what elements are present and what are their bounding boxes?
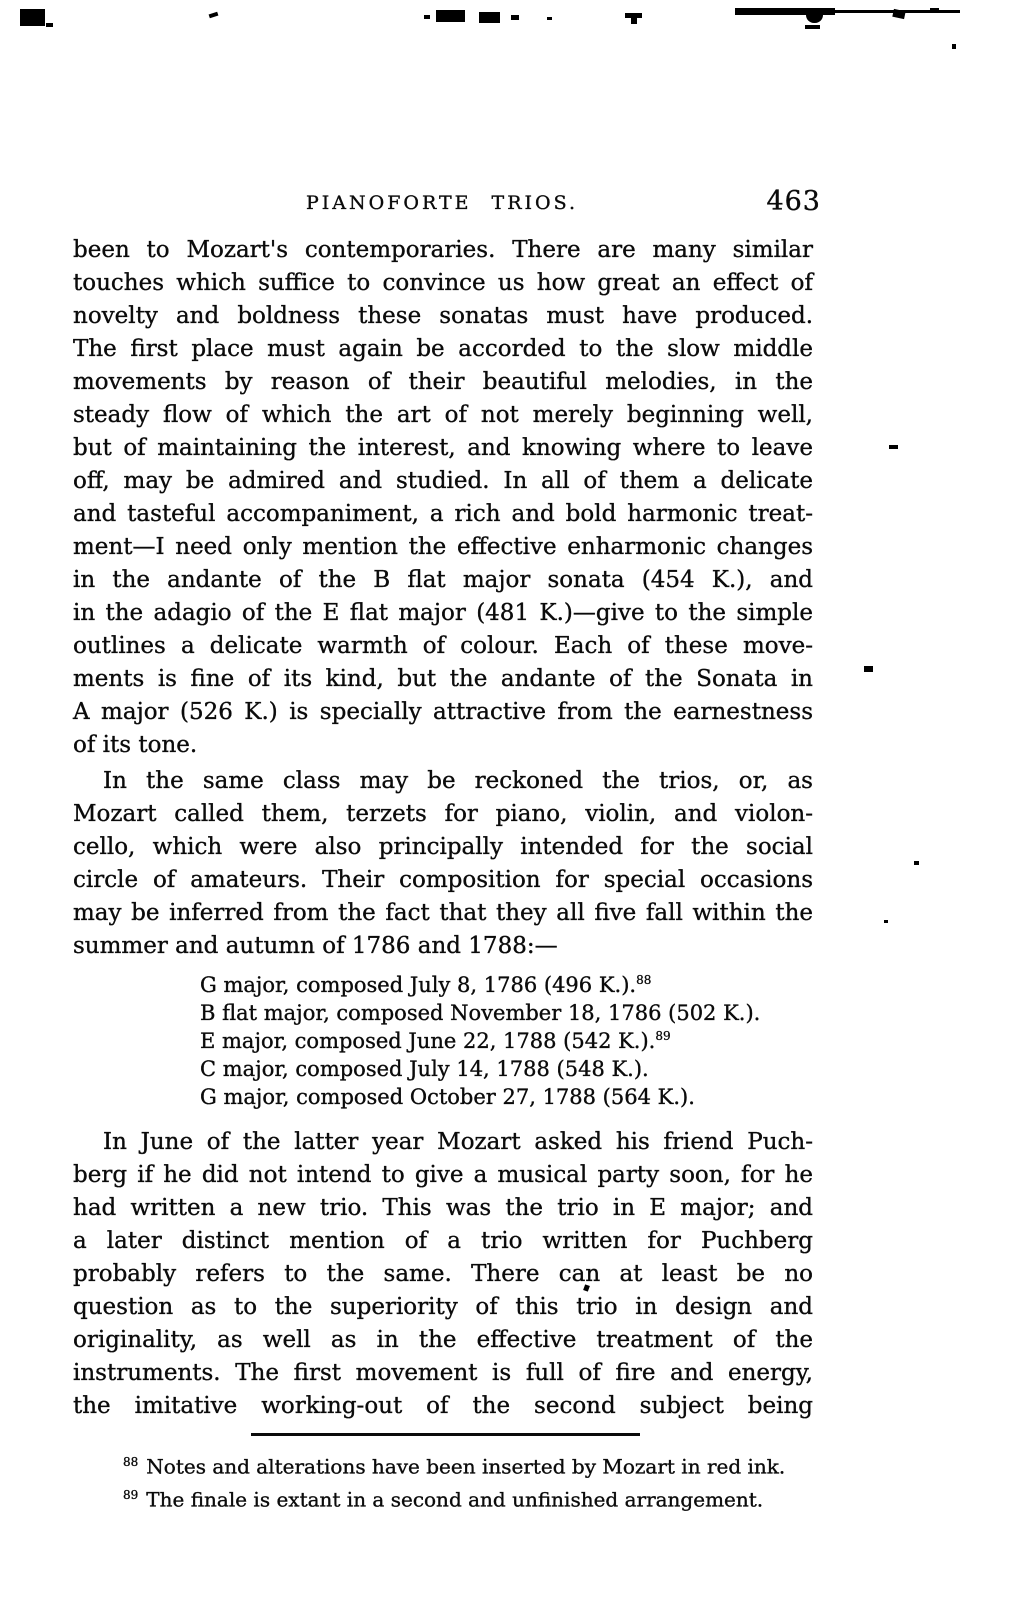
text-line: steady flow of which the art of not merely beginning well, [73, 402, 813, 428]
scan-speck [952, 44, 956, 49]
scan-blob [806, 14, 823, 23]
text-line: of its tone. [73, 732, 198, 758]
text-line: probably refers to the same. There can at least be no [73, 1261, 813, 1287]
text-line: summer and autumn of 1786 and 1788:— [73, 933, 558, 959]
text-line: ments is fine of its kind, but the andante of the Sonata in [73, 666, 813, 692]
scan-speck [805, 25, 820, 29]
footnote-marker: 88 [123, 1455, 139, 1469]
list-item-text: B flat major, composed November 18, 1786 (502 K.). [200, 1001, 761, 1025]
text-line: the imitative working-out of the second subject being [73, 1393, 813, 1419]
text-line: question as to the superiority of this trio in design and [73, 1294, 813, 1320]
scan-speck [209, 12, 219, 19]
scan-speck [892, 9, 905, 19]
list-item-text: C major, composed July 14, 1788 (548 K.). [200, 1057, 649, 1081]
list-item [200, 1022, 820, 1053]
footnote-rule [251, 1433, 640, 1436]
paragraph-1 [73, 234, 813, 762]
text-line: berg if he did not intend to give a musical party soon, for he [73, 1162, 813, 1188]
scan-speck [889, 445, 898, 449]
footnote-ref: 89 [655, 1029, 671, 1043]
scan-speck [46, 23, 53, 27]
text-line: off, may be admired and studied. In all of them a delicate [73, 468, 813, 494]
page-number: 463 [766, 186, 821, 217]
paragraph-2 [73, 765, 813, 963]
list-item [200, 966, 820, 997]
list-item [200, 994, 820, 1025]
text-line: In June of the latter year Mozart asked his friend Puch- [103, 1129, 813, 1155]
paragraph-3 [73, 1126, 813, 1423]
text-line: ment—I need only mention the effective enharmonic changes [73, 534, 813, 560]
list-item-text: G major, composed July 8, 1786 (496 K.). [200, 973, 637, 997]
text-line: A major (526 K.) is specially attractive from the earnestness [73, 699, 813, 725]
text-line: movements by reason of their beautiful melodies, in the [73, 369, 813, 395]
trio-list [200, 966, 820, 1109]
running-title: PIANOFORTE TRIOS. [306, 192, 578, 214]
text-line: and tasteful accompaniment, a rich and bold harmonic treat- [73, 501, 813, 527]
scan-speck [884, 920, 888, 923]
text-line: been to Mozart's contemporaries. There are many similar [73, 237, 813, 263]
list-item [200, 1078, 820, 1109]
footnote [73, 1479, 813, 1512]
list-item [200, 1050, 820, 1081]
text-line: had written a new trio. This was the trio in E major; and [73, 1195, 813, 1221]
text-line: in the adagio of the E flat major (481 K.)—give to the simple [73, 600, 813, 626]
scan-speck [511, 15, 519, 20]
text-line: In the same class may be reckoned the trios, or, as [103, 768, 813, 794]
scan-speck [930, 8, 939, 11]
scan-speck [547, 17, 552, 20]
footnote [73, 1446, 813, 1479]
text-line: novelty and boldness these sonatas must have produced. [73, 303, 813, 329]
text-line: instruments. The first movement is full of fire and energy, [73, 1360, 813, 1386]
text-line: The first place must again be accorded to the slow middle [73, 336, 813, 362]
text-line: touches which suffice to convince us how great an effect of [73, 270, 813, 296]
text-line: in the andante of the B flat major sonata (454 K.), and [73, 567, 813, 593]
text-line: a later distinct mention of a trio written for Puchberg [73, 1228, 813, 1254]
scan-blob [20, 9, 45, 26]
footnote-marker: 89 [123, 1488, 139, 1502]
footnotes [73, 1446, 813, 1512]
list-item-text: E major, composed June 22, 1788 (542 K.). [200, 1029, 656, 1053]
scan-smudge [479, 12, 500, 23]
text-line: cello, which were also principally intended for the social [73, 834, 813, 860]
footnote-ref: 88 [636, 973, 652, 987]
scan-speck [914, 861, 919, 865]
text-line: but of maintaining the interest, and knowing where to leave [73, 435, 813, 461]
text-line: originality, as well as in the effective treatment of the [73, 1327, 813, 1353]
text-line: circle of amateurs. Their composition for special occasions [73, 867, 813, 893]
footnote-text: Notes and alterations have been inserted by Mozart in red ink. [146, 1454, 786, 1479]
text-line: outlines a delicate warmth of colour. Each of these move- [73, 633, 813, 659]
page-header [73, 188, 821, 222]
scan-smudge [436, 10, 465, 22]
text-line: may be inferred from the fact that they all five fall within the [73, 900, 813, 926]
scan-speck [631, 17, 637, 24]
list-item-text: G major, composed October 27, 1788 (564 K.). [200, 1085, 695, 1109]
footnote-text: The finale is extant in a second and unfinished arrangement. [146, 1487, 764, 1512]
scan-speck [424, 15, 430, 19]
text-line: Mozart called them, terzets for piano, violin, and violon- [73, 801, 813, 827]
scan-speck [864, 666, 873, 672]
